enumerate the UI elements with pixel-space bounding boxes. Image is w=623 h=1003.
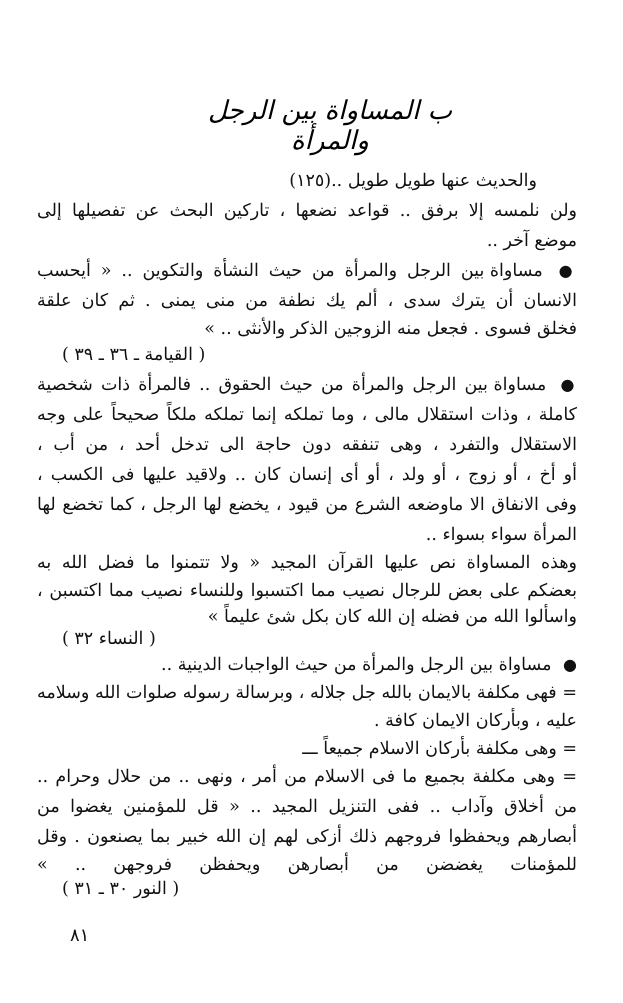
bullet-icon: ● <box>560 375 577 394</box>
text-line: المرأة سواء بسواء .. <box>425 525 577 545</box>
text-line: أو أخ ، أو زوج ، أو ولد ، أو أى إنسان كان .. ولاقيد عليها فى الكسب ، <box>37 465 577 485</box>
text-line: كاملة ، وذات استقلال مالى ، وما تملكه إنما تملكه ملكاً صحيحاً على وجه <box>37 405 577 425</box>
text-line: ولن نلمسه إلا برفق .. قواعد نضعها ، تاركين البحث عن تفصيلها إلى <box>37 201 577 221</box>
text-line: للمؤمنات يغضضن من أبصارهن ويحفظن فروجهن .. » <box>37 855 577 875</box>
text-line: والحديث عنها طويل طويل ..(١٢٥) <box>289 171 537 191</box>
text-line: أبصارهم ويحفظوا فروجهم ذلك أزكى لهم إن الله خبير بما يصنعون . وقل <box>37 827 577 847</box>
text-line: وهذه المساواة نص عليها القرآن المجيد « ولا تتمنوا ما فضل الله به <box>37 553 577 573</box>
bullet-paragraph-line <box>37 256 577 286</box>
bullet-paragraph-line <box>37 650 577 680</box>
quran-reference: ( النساء ٣٢ ) <box>62 629 156 649</box>
text-line: موضع آخر .. <box>486 231 577 251</box>
text-line: = وهى مكلفة بجميع ما فى الاسلام من أمر ، ونهى .. من حلال وحرام .. <box>37 767 577 787</box>
text-line: واسألوا الله من فضله إن الله كان بكل شئ عليماً » <box>207 607 577 627</box>
bullet-icon: ● <box>558 261 577 280</box>
text-line: = وهى مكلفة بأركان الاسلام جميعاً ـــ <box>302 739 577 759</box>
quran-reference: ( النور ٣٠ ـ ٣١ ) <box>62 879 180 899</box>
bullet-paragraph-line <box>37 370 577 400</box>
text-line: = فهى مكلفة بالايمان بالله جل جلاله ، وبرسالة رسوله صلوات الله وسلامه <box>37 683 577 703</box>
section-heading: ب المساواة بين الرجل والمرأة <box>207 96 453 156</box>
text-span: مساواة بين الرجل والمرأة من حيث الواجبات الدينية .. <box>161 655 552 675</box>
text-line: وفى الانفاق الا ماوضعه الشرع من قيود ، يخضع لها الرجل ، كما تخضع لها <box>37 495 577 515</box>
bullet-icon: ● <box>563 655 577 674</box>
text-line: بعضكم على بعض للرجال نصيب مما اكتسبوا وللنساء نصيب مما اكتسبن ، <box>37 581 577 601</box>
quran-reference: ( القيامة ـ ٣٦ ـ ٣٩ ) <box>62 345 206 365</box>
text-span: مساواة بين الرجل والمرأة من حيث النشأة والتكوين .. « أيحسب <box>37 261 543 281</box>
text-line: فخلق فسوى . فجعل منه الزوجين الذكر والأنثى .. » <box>204 319 577 339</box>
text-line: عليه ، وبأركان الايمان كافة . <box>374 711 577 731</box>
text-line: الاستقلال والتفرد ، وهى تنفقه دون حاجة الى تدخل أحد ، من أب ، <box>37 435 577 455</box>
page-number: ٨١ <box>70 925 90 946</box>
text-line: الانسان أن يترك سدى ، ألم يك نطفة من منى يمنى . ثم كان علقة <box>37 291 577 311</box>
text-span: مساواة بين الرجل والمرأة من حيث الحقوق .. فالمرأة ذات شخصية <box>37 375 547 395</box>
text-line: من أخلاق وآداب .. ففى التنزيل المجيد .. « قل للمؤمنين يغضوا من <box>37 797 577 817</box>
